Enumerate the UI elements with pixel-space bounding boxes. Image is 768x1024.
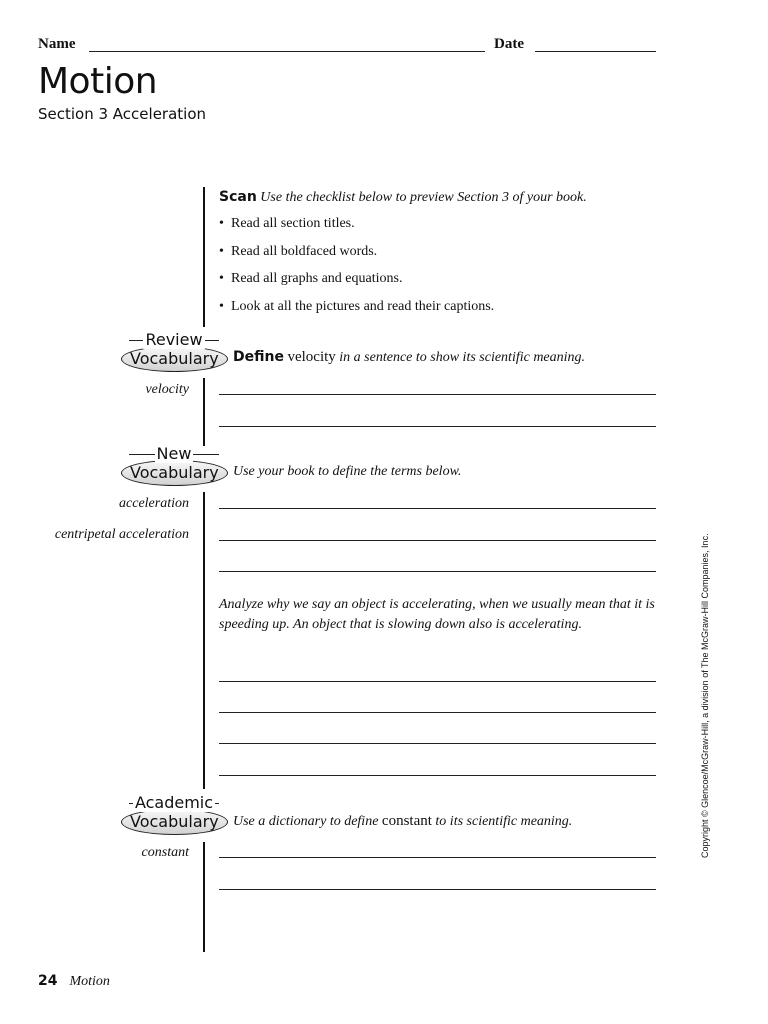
answer-line[interactable] [219, 712, 656, 713]
term-acceleration: acceleration [119, 496, 189, 511]
review-instruction [233, 347, 585, 368]
answer-line[interactable] [219, 775, 656, 776]
scan-checklist [219, 214, 494, 324]
analyze-prompt: Analyze why we say an object is accelerating, when we usually mean that it is speeding up. An object that is slowing down also is accelerating. [219, 597, 655, 632]
name-field[interactable] [89, 51, 485, 52]
page-title: Motion [38, 61, 158, 102]
review-term-inline: velocity [287, 349, 336, 365]
scan-heading: Scan [219, 189, 257, 205]
answer-line[interactable] [219, 889, 656, 890]
margin-rule [203, 187, 205, 327]
term-constant: constant [141, 845, 189, 860]
margin-rule [203, 492, 205, 789]
review-instruction-rest: in a sentence to show its scientific meaning. [339, 350, 586, 365]
page-footer [38, 972, 110, 991]
scan-instruction [219, 187, 587, 208]
name-label: Name [38, 36, 76, 52]
badge-oval: Vocabulary [121, 460, 228, 486]
answer-line[interactable] [219, 540, 656, 541]
answer-line[interactable] [219, 857, 656, 858]
academic-instruction [233, 811, 572, 832]
margin-rule [203, 378, 205, 446]
date-label: Date [494, 36, 524, 52]
badge-top-label: Academic [134, 793, 214, 812]
checklist-item: • Read all graphs and equations. [219, 269, 494, 297]
margin-rule [203, 842, 205, 952]
scan-text: Use the checklist below to preview Section 3 of your book. [260, 190, 587, 205]
academic-vocabulary-badge [121, 794, 227, 835]
page-number: 24 [38, 973, 58, 989]
page-subtitle: Section 3 Acceleration [38, 105, 207, 123]
badge-top-label: New [156, 444, 192, 463]
new-vocab-instruction: Use your book to define the terms below. [233, 464, 462, 479]
new-vocabulary-badge [121, 445, 227, 486]
answer-line[interactable] [219, 681, 656, 682]
term-velocity: velocity [145, 382, 189, 397]
checklist-item: • Read all section titles. [219, 214, 494, 242]
answer-line[interactable] [219, 508, 656, 509]
footer-title: Motion [69, 974, 110, 989]
badge-top-label: Review [145, 330, 203, 349]
checklist-item: • Read all boldfaced words. [219, 242, 494, 270]
answer-line[interactable] [219, 426, 656, 427]
academic-instruction-after: to its scientific meaning. [435, 814, 573, 829]
answer-line[interactable] [219, 743, 656, 744]
academic-instruction-before: Use a dictionary to define [233, 814, 379, 829]
copyright-notice: Copyright © Glencoe/McGraw-Hill, a division of The McGraw-Hill Companies, Inc. [700, 533, 710, 858]
badge-oval: Vocabulary [121, 346, 228, 372]
academic-term-inline: constant [381, 813, 432, 829]
term-centripetal-acceleration: centripetal acceleration [54, 527, 189, 542]
badge-oval: Vocabulary [121, 809, 228, 835]
answer-line[interactable] [219, 571, 656, 572]
checklist-item: • Look at all the pictures and read their captions. [219, 297, 494, 325]
define-label: Define [233, 349, 284, 365]
answer-line[interactable] [219, 394, 656, 395]
date-field[interactable] [535, 51, 656, 52]
review-vocabulary-badge [121, 331, 227, 372]
